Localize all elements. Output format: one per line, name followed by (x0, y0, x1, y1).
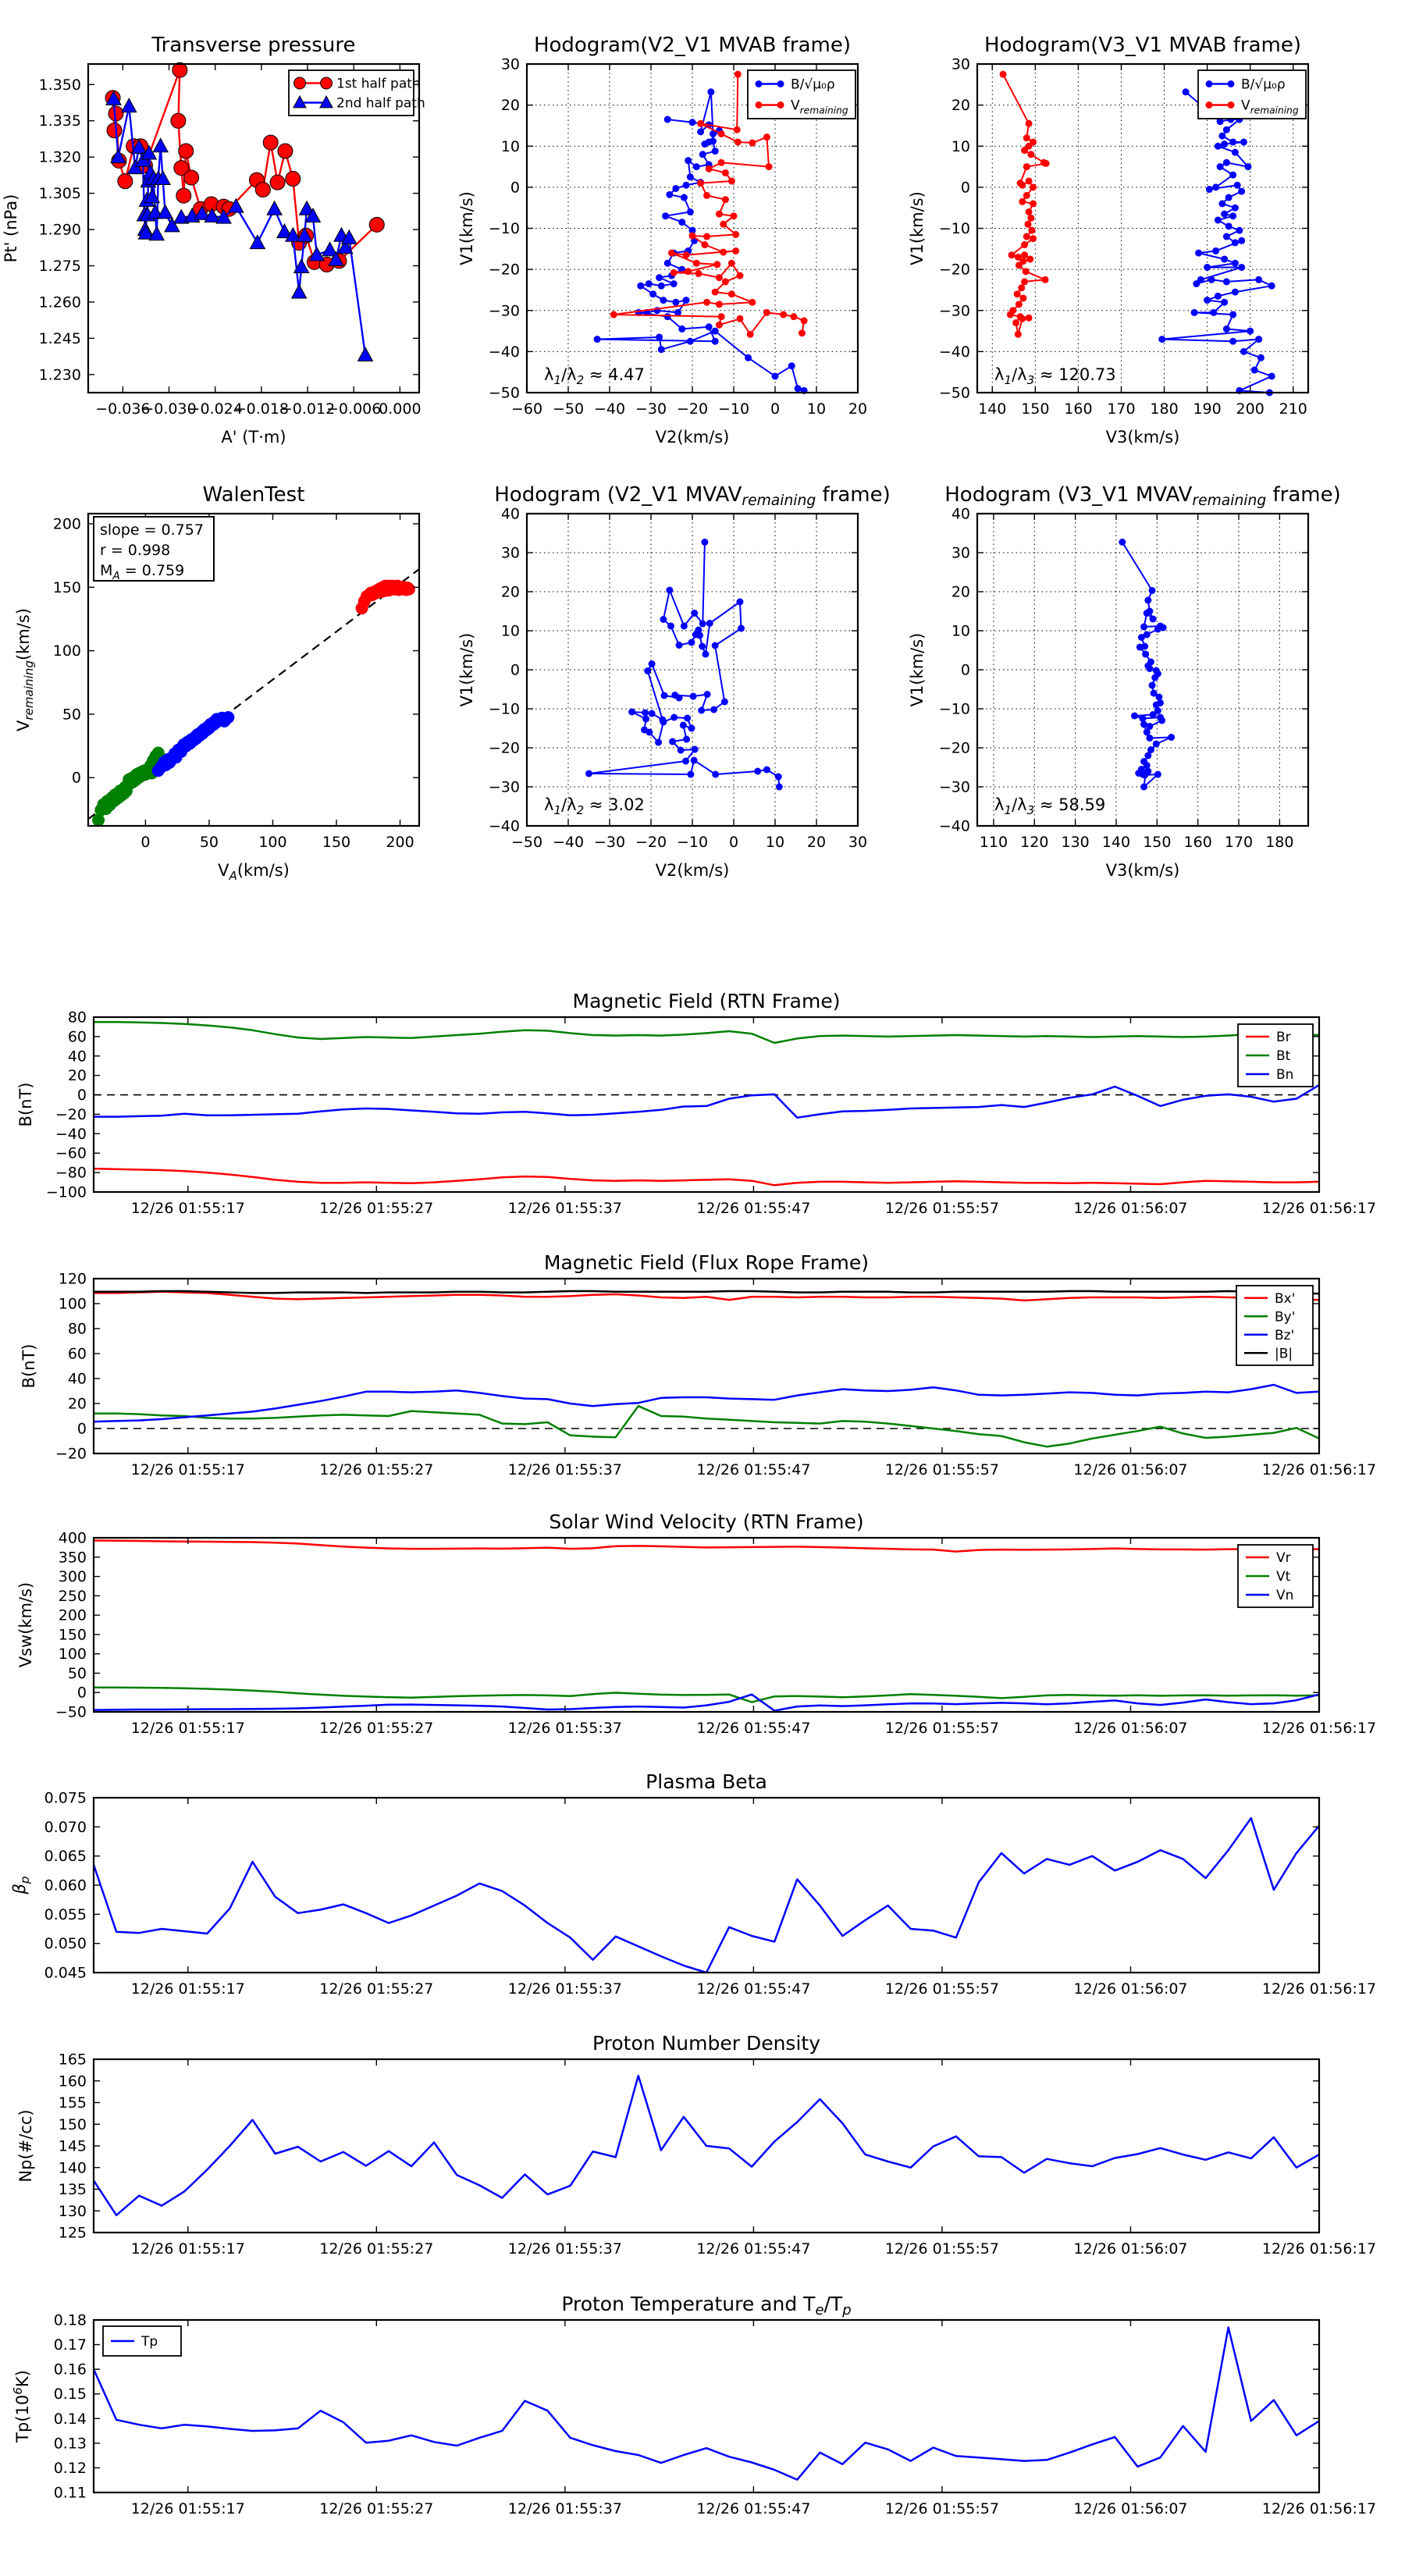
svg-text:60: 60 (67, 1028, 87, 1046)
svg-text:10: 10 (500, 137, 520, 155)
svg-text:12/26 01:55:47: 12/26 01:55:47 (696, 2240, 811, 2258)
svg-text:Vremaining​(km/s): $V_{remaining}(km/s)$ (14, 607, 36, 732)
svg-text:140: 140 (58, 2159, 87, 2177)
svg-text:Tp(106​K): $Tp(10^6K)$ (11, 2370, 32, 2443)
svg-text:0: 0 (960, 179, 970, 197)
series-Bn (94, 1085, 1319, 1118)
svg-text:130: 130 (1061, 834, 1090, 851)
svg-text:12/26 01:55:57: 12/26 01:55:57 (884, 2500, 999, 2517)
svg-text:30: 30 (951, 544, 970, 562)
svg-text:βp​: $\beta_p$ (10, 1876, 32, 1895)
svg-text:V3(km/s): V3(km/s) (1105, 428, 1180, 447)
svg-text:0.11: 0.11 (53, 2484, 87, 2502)
svg-text:20: 20 (848, 400, 868, 418)
svg-text:12/26 01:55:27: 12/26 01:55:27 (319, 1980, 434, 1998)
svg-text:B(nT): B(nT) (16, 1082, 35, 1127)
svg-text:10: 10 (500, 622, 520, 640)
svg-text:−20: −20 (488, 739, 520, 757)
series-B-mvab (1158, 88, 1275, 396)
svg-text:−20: −20 (635, 834, 667, 851)
svg-text:Hodogram(V2_V1 MVAB frame): Hodogram(V2_V1 MVAB frame) (533, 34, 852, 57)
annotation-box-walen-test (94, 517, 214, 582)
svg-text:0: 0 (76, 1420, 87, 1438)
svg-text:0.050: 0.050 (44, 1935, 87, 1953)
svg-text:12/26 01:55:17: 12/26 01:55:17 (130, 1461, 245, 1478)
svg-text:12/26 01:55:37: 12/26 01:55:37 (507, 1720, 622, 1737)
svg-text:VA​(km/s): $V_A(km/s)$ (218, 861, 290, 883)
svg-text:12/26 01:56:07: 12/26 01:56:07 (1073, 2500, 1188, 2517)
svg-text:−0.012: −0.012 (279, 400, 336, 418)
svg-text:B/√μ₀ρ: B/√μ₀ρ (1241, 76, 1286, 93)
svg-text:V2(km/s): V2(km/s) (655, 861, 730, 880)
svg-text:150: 150 (322, 834, 351, 851)
svg-text:Vsw(km/s): Vsw(km/s) (16, 1582, 35, 1668)
series-Tp (94, 2328, 1319, 2480)
svg-text:20: 20 (500, 97, 520, 115)
svg-text:0.17: 0.17 (53, 2336, 87, 2354)
series-V-remaining (1000, 71, 1050, 338)
chart-plasma-beta (10, 1770, 1376, 1998)
svg-text:r = 0.998: r = 0.998 (100, 542, 171, 559)
svg-text:1.290: 1.290 (38, 221, 81, 239)
svg-text:V1(km/s): V1(km/s) (457, 191, 476, 265)
svg-text:λ1​/λ2​ ≈ 3.02: $\lambda_1/\lambda_2 \approx 3.02$ (544, 795, 645, 817)
svg-text:1.245: 1.245 (38, 329, 81, 347)
series-V-mvav (1119, 539, 1175, 791)
svg-text:V3(km/s): V3(km/s) (1105, 861, 1180, 880)
svg-text:B(nT): B(nT) (20, 1343, 38, 1389)
svg-text:1.320: 1.320 (38, 148, 81, 166)
svg-text:1.335: 1.335 (38, 112, 81, 130)
svg-text:Proton Number Density: Proton Number Density (592, 2032, 820, 2055)
svg-text:1.275: 1.275 (38, 257, 81, 275)
svg-text:12/26 01:55:57: 12/26 01:55:57 (884, 1200, 999, 1217)
svg-text:12/26 01:55:27: 12/26 01:55:27 (319, 1200, 434, 1217)
chart-walen-test (14, 483, 419, 883)
svg-text:Vt: Vt (1276, 1569, 1291, 1585)
svg-text:0: 0 (76, 1684, 87, 1702)
svg-text:−30: −30 (593, 834, 626, 851)
svg-text:Vremaining​: $V_{remaining}$ (1241, 98, 1299, 116)
svg-text:−30: −30 (635, 400, 667, 418)
svg-text:V1(km/s): V1(km/s) (908, 632, 927, 707)
svg-text:−50: −50 (938, 384, 970, 402)
svg-text:20: 20 (951, 97, 970, 115)
svg-text:12/26 01:56:17: 12/26 01:56:17 (1261, 1980, 1377, 1998)
svg-text:Transverse pressure: Transverse pressure (151, 34, 356, 57)
chart-hodogram-v2v1-mvav (457, 483, 891, 880)
svg-text:12/26 01:55:37: 12/26 01:55:37 (507, 1461, 622, 1478)
svg-text:60: 60 (67, 1345, 87, 1363)
series-Vn (94, 1695, 1319, 1711)
svg-text:|B|: |B| (1275, 1346, 1293, 1362)
svg-text:1.350: 1.350 (38, 76, 81, 94)
svg-text:140: 140 (978, 400, 1007, 418)
svg-text:12/26 01:55:37: 12/26 01:55:37 (507, 1200, 622, 1217)
svg-text:slope = 0.757: slope = 0.757 (100, 521, 204, 539)
svg-text:−30: −30 (938, 302, 970, 320)
svg-text:−40: −40 (552, 834, 585, 851)
svg-text:1st half path: 1st half path (336, 76, 421, 92)
svg-text:30: 30 (500, 55, 520, 73)
svg-text:Pt' (nPa): Pt' (nPa) (2, 194, 20, 263)
svg-text:Proton Temperature and Te​/Tp​: Proton Temperature and $T_e/T_p$ (561, 2293, 852, 2318)
svg-text:−20: −20 (55, 1105, 87, 1123)
svg-text:Np(#/cc): Np(#/cc) (16, 2109, 35, 2183)
svg-text:0.12: 0.12 (53, 2459, 87, 2477)
svg-text:−60: −60 (55, 1144, 87, 1162)
svg-text:12/26 01:56:07: 12/26 01:56:07 (1073, 2240, 1188, 2258)
svg-text:12/26 01:55:47: 12/26 01:55:47 (696, 1461, 811, 1478)
svg-text:160: 160 (1064, 400, 1093, 418)
svg-text:250: 250 (58, 1587, 87, 1605)
svg-text:0.15: 0.15 (53, 2386, 87, 2403)
legend-magnetic-field-flux-rope (1236, 1286, 1313, 1365)
svg-text:150: 150 (1021, 400, 1050, 418)
svg-text:By': By' (1275, 1309, 1296, 1325)
svg-text:100: 100 (58, 1295, 87, 1313)
svg-text:0: 0 (770, 400, 781, 418)
svg-text:0.045: 0.045 (44, 1964, 87, 1982)
svg-text:−40: −40 (938, 817, 970, 835)
svg-text:12/26 01:55:37: 12/26 01:55:37 (507, 2240, 622, 2258)
svg-text:12/26 01:55:17: 12/26 01:55:17 (130, 2500, 245, 2517)
svg-text:0: 0 (140, 834, 151, 851)
svg-text:V1(km/s): V1(km/s) (457, 632, 476, 707)
legend-transverse-pressure (289, 70, 425, 116)
svg-text:−30: −30 (488, 778, 520, 796)
svg-text:−0.018: −0.018 (233, 400, 290, 418)
svg-text:150: 150 (58, 1626, 87, 1644)
chart-proton-number-density (16, 2032, 1376, 2258)
svg-text:20: 20 (806, 834, 827, 851)
svg-text:Vremaining​: $V_{remaining}$ (791, 98, 848, 116)
svg-text:150: 150 (1143, 834, 1172, 851)
svg-text:0.000: 0.000 (379, 400, 422, 418)
svg-text:12/26 01:55:57: 12/26 01:55:57 (884, 1980, 999, 1998)
svg-text:170: 170 (1107, 400, 1136, 418)
svg-text:180: 180 (1150, 400, 1179, 418)
svg-text:−20: −20 (938, 261, 970, 279)
svg-text:130: 130 (58, 2202, 87, 2220)
series-green-cluster (92, 747, 169, 827)
svg-text:12/26 01:55:17: 12/26 01:55:17 (130, 2240, 245, 2258)
legend-hodogram-v3v1-mvab (1198, 70, 1306, 119)
svg-text:300: 300 (58, 1568, 87, 1586)
series-Np (94, 2076, 1319, 2215)
svg-text:12/26 01:55:27: 12/26 01:55:27 (319, 2240, 434, 2258)
svg-text:Hodogram(V3_V1 MVAB frame): Hodogram(V3_V1 MVAB frame) (984, 34, 1302, 57)
svg-text:12/26 01:56:07: 12/26 01:56:07 (1073, 1200, 1188, 1217)
svg-text:200: 200 (52, 515, 81, 533)
svg-text:12/26 01:56:07: 12/26 01:56:07 (1073, 1461, 1188, 1478)
svg-text:40: 40 (951, 505, 970, 523)
svg-text:50: 50 (67, 1664, 87, 1682)
series-By (94, 1406, 1319, 1446)
svg-text:Bx': Bx' (1275, 1290, 1296, 1307)
svg-text:−40: −40 (488, 343, 520, 361)
svg-text:20: 20 (500, 583, 520, 601)
svg-text:0: 0 (510, 661, 520, 679)
svg-text:30: 30 (951, 55, 970, 73)
svg-text:170: 170 (1224, 834, 1254, 851)
svg-text:−20: −20 (938, 739, 970, 757)
svg-text:12/26 01:55:17: 12/26 01:55:17 (130, 1200, 245, 1217)
svg-text:12/26 01:55:47: 12/26 01:55:47 (696, 1720, 811, 1737)
svg-text:12/26 01:56:17: 12/26 01:56:17 (1261, 1200, 1377, 1217)
svg-text:12/26 01:56:17: 12/26 01:56:17 (1261, 2500, 1377, 2517)
svg-text:λ1​/λ3​ ≈ 58.59: $\lambda_1/\lambda_3 \approx 58.59$ (994, 795, 1106, 817)
legend-solar-wind-velocity (1238, 1545, 1313, 1607)
svg-text:20: 20 (67, 1067, 87, 1085)
svg-text:−10: −10 (938, 220, 970, 237)
legend-hodogram-v2v1-mvab (748, 70, 855, 119)
svg-text:0: 0 (76, 1087, 87, 1105)
svg-text:1.305: 1.305 (38, 185, 81, 203)
svg-text:150: 150 (52, 578, 81, 596)
svg-text:12/26 01:56:17: 12/26 01:56:17 (1261, 1461, 1377, 1478)
svg-text:12/26 01:55:37: 12/26 01:55:37 (507, 2500, 622, 2517)
svg-text:A' (T·m): A' (T·m) (221, 428, 286, 447)
svg-text:12/26 01:56:07: 12/26 01:56:07 (1073, 1720, 1188, 1737)
svg-text:0.065: 0.065 (44, 1848, 87, 1866)
svg-text:−0.024: −0.024 (187, 400, 243, 418)
svg-text:−30: −30 (938, 778, 970, 796)
svg-text:12/26 01:55:47: 12/26 01:55:47 (696, 1980, 811, 1998)
svg-text:40: 40 (500, 505, 520, 523)
svg-text:Solar Wind Velocity (RTN Frame: Solar Wind Velocity (RTN Frame) (549, 1510, 864, 1533)
svg-text:−50: −50 (510, 834, 543, 851)
svg-text:12/26 01:55:17: 12/26 01:55:17 (130, 1720, 245, 1737)
series-blue-cluster (152, 711, 235, 777)
svg-text:Vr: Vr (1276, 1550, 1291, 1566)
svg-text:−20: −20 (55, 1445, 87, 1463)
svg-text:100: 100 (258, 834, 287, 851)
svg-text:12/26 01:55:47: 12/26 01:55:47 (696, 1200, 811, 1217)
svg-text:0.070: 0.070 (44, 1818, 87, 1836)
svg-text:−10: −10 (938, 700, 970, 718)
svg-text:120: 120 (58, 1270, 87, 1288)
svg-text:0.055: 0.055 (44, 1905, 87, 1923)
svg-text:200: 200 (386, 834, 414, 851)
svg-text:10: 10 (951, 137, 970, 155)
svg-text:100: 100 (52, 642, 81, 660)
svg-text:180: 180 (1265, 834, 1294, 851)
svg-text:Bt: Bt (1276, 1048, 1291, 1064)
svg-text:0: 0 (71, 769, 81, 787)
svg-text:150: 150 (58, 2115, 87, 2133)
svg-text:Vn: Vn (1276, 1588, 1294, 1603)
svg-text:12/26 01:56:17: 12/26 01:56:17 (1261, 1720, 1377, 1737)
svg-text:B/√μ₀ρ: B/√μ₀ρ (791, 76, 835, 93)
svg-text:12/26 01:55:27: 12/26 01:55:27 (319, 2500, 434, 2517)
svg-text:200: 200 (1236, 400, 1264, 418)
svg-text:0: 0 (510, 179, 520, 197)
svg-text:155: 155 (58, 2094, 87, 2112)
svg-text:12/26 01:55:57: 12/26 01:55:57 (884, 1461, 999, 1478)
svg-text:350: 350 (58, 1549, 87, 1567)
series-Br (94, 1169, 1319, 1185)
svg-text:Br: Br (1276, 1030, 1291, 1045)
series-Vt (94, 1688, 1319, 1703)
svg-text:Hodogram (V2_V1 MVAVremaining​: Hodogram (V2_V1 MVAVremaining frame) (494, 483, 891, 509)
svg-text:135: 135 (58, 2181, 87, 2198)
svg-text:λ1​/λ3​ ≈ 120.73: $\lambda_1/\lambda_3 \approx 120.73$ (994, 365, 1116, 387)
svg-text:0.14: 0.14 (53, 2410, 87, 2428)
svg-text:−10: −10 (676, 834, 709, 851)
chart-transverse-pressure (2, 34, 425, 447)
svg-text:210: 210 (1279, 400, 1307, 418)
svg-text:WalenTest: WalenTest (202, 483, 305, 507)
svg-text:20: 20 (67, 1395, 87, 1413)
svg-text:−100: −100 (45, 1183, 87, 1201)
svg-text:40: 40 (67, 1370, 87, 1388)
svg-text:−10: −10 (488, 700, 520, 718)
chart-solar-wind-velocity (16, 1510, 1376, 1737)
svg-text:12/26 01:55:27: 12/26 01:55:27 (319, 1720, 434, 1737)
svg-text:120: 120 (1020, 834, 1049, 851)
svg-text:1.230: 1.230 (38, 366, 81, 384)
chart-magnetic-field-rtn (16, 990, 1376, 1217)
series-Vr (94, 1541, 1319, 1552)
series-red-cluster (356, 580, 415, 614)
svg-text:0: 0 (960, 661, 970, 679)
svg-text:Bz': Bz' (1275, 1327, 1295, 1343)
svg-text:2nd half path: 2nd half path (336, 95, 425, 112)
chart-hodogram-v3v1-mvab (908, 34, 1308, 447)
svg-text:165: 165 (58, 2051, 87, 2069)
svg-text:λ1​/λ2​ ≈ 4.47: $\lambda_1/\lambda_2 \approx 4.47$ (544, 365, 645, 387)
svg-text:0.13: 0.13 (53, 2435, 87, 2453)
svg-text:−20: −20 (676, 400, 709, 418)
svg-text:50: 50 (199, 834, 219, 851)
svg-text:145: 145 (58, 2137, 87, 2155)
svg-text:−10: −10 (488, 220, 520, 237)
svg-text:−20: −20 (488, 261, 520, 279)
chart-magnetic-field-flux-rope (20, 1251, 1376, 1478)
svg-text:12/26 01:56:07: 12/26 01:56:07 (1073, 1980, 1188, 1998)
svg-text:−80: −80 (55, 1164, 87, 1182)
svg-text:125: 125 (58, 2224, 87, 2242)
svg-text:Bn: Bn (1276, 1067, 1294, 1083)
svg-text:−60: −60 (510, 400, 543, 418)
svg-text:30: 30 (848, 834, 868, 851)
svg-text:0.060: 0.060 (44, 1877, 87, 1895)
svg-text:30: 30 (500, 544, 520, 562)
chart-proton-temperature (11, 2293, 1376, 2517)
svg-text:10: 10 (806, 400, 827, 418)
svg-text:Magnetic Field (RTN Frame): Magnetic Field (RTN Frame) (572, 990, 841, 1012)
svg-text:Tp: Tp (141, 2334, 158, 2350)
svg-text:−50: −50 (55, 1703, 87, 1721)
svg-text:0.075: 0.075 (44, 1789, 87, 1807)
svg-text:400: 400 (58, 1529, 87, 1547)
svg-text:V1(km/s): V1(km/s) (908, 191, 927, 265)
svg-text:12/26 01:56:17: 12/26 01:56:17 (1261, 2240, 1377, 2258)
svg-text:−40: −40 (55, 1125, 87, 1143)
series-V-mvav (585, 539, 783, 791)
svg-text:80: 80 (67, 1009, 87, 1026)
svg-text:−40: −40 (938, 343, 970, 361)
series-Bt (94, 1022, 1319, 1043)
svg-text:12/26 01:55:17: 12/26 01:55:17 (130, 1980, 245, 1998)
svg-text:−30: −30 (488, 302, 520, 320)
svg-text:−10: −10 (717, 400, 750, 418)
svg-text:10: 10 (951, 622, 970, 640)
svg-text:12/26 01:55:47: 12/26 01:55:47 (696, 2500, 811, 2517)
svg-text:−40: −40 (593, 400, 626, 418)
svg-text:0.16: 0.16 (53, 2361, 87, 2379)
svg-text:50: 50 (62, 706, 81, 724)
svg-text:0.18: 0.18 (53, 2311, 87, 2329)
series-Bmag (94, 1291, 1319, 1293)
svg-text:140: 140 (1101, 834, 1131, 851)
svg-text:Plasma Beta: Plasma Beta (646, 1770, 767, 1793)
svg-text:12/26 01:55:37: 12/26 01:55:37 (507, 1980, 622, 1998)
svg-text:100: 100 (58, 1646, 87, 1663)
svg-text:40: 40 (67, 1048, 87, 1066)
series-Bz (94, 1385, 1319, 1421)
svg-text:160: 160 (58, 2073, 87, 2090)
svg-text:200: 200 (58, 1606, 87, 1624)
chart-hodogram-v2v1-mvab (457, 34, 867, 447)
series-beta-p (94, 1818, 1319, 1973)
svg-text:1.260: 1.260 (38, 294, 81, 311)
svg-text:12/26 01:55:57: 12/26 01:55:57 (884, 2240, 999, 2258)
svg-text:−40: −40 (488, 817, 520, 835)
svg-text:12/26 01:55:57: 12/26 01:55:57 (884, 1720, 999, 1737)
svg-text:−50: −50 (488, 384, 520, 402)
svg-text:−0.036: −0.036 (95, 400, 151, 418)
svg-text:−0.006: −0.006 (326, 400, 382, 418)
svg-text:12/26 01:55:27: 12/26 01:55:27 (319, 1461, 434, 1478)
svg-text:−0.030: −0.030 (141, 400, 197, 418)
svg-text:V2(km/s): V2(km/s) (655, 428, 730, 447)
svg-text:80: 80 (67, 1320, 87, 1338)
svg-text:0: 0 (728, 834, 739, 851)
svg-text:−50: −50 (552, 400, 585, 418)
svg-text:20: 20 (951, 583, 970, 601)
svg-text:MA​ = 0.759: $M_A = 0.759$ (100, 562, 185, 582)
svg-text:Hodogram (V3_V1 MVAVremaining​: Hodogram (V3_V1 MVAVremaining frame) (944, 483, 1341, 509)
svg-text:110: 110 (979, 834, 1008, 851)
svg-text:Magnetic Field (Flux Rope Fram: Magnetic Field (Flux Rope Frame) (543, 1251, 870, 1274)
chart-hodogram-v3v1-mvav (908, 483, 1341, 880)
svg-text:10: 10 (765, 834, 785, 851)
series-2nd-half-path (106, 91, 372, 361)
legend-magnetic-field-rtn (1238, 1024, 1313, 1087)
legend-proton-temperature (103, 2326, 181, 2356)
svg-text:190: 190 (1193, 400, 1222, 418)
svg-text:160: 160 (1183, 834, 1212, 851)
